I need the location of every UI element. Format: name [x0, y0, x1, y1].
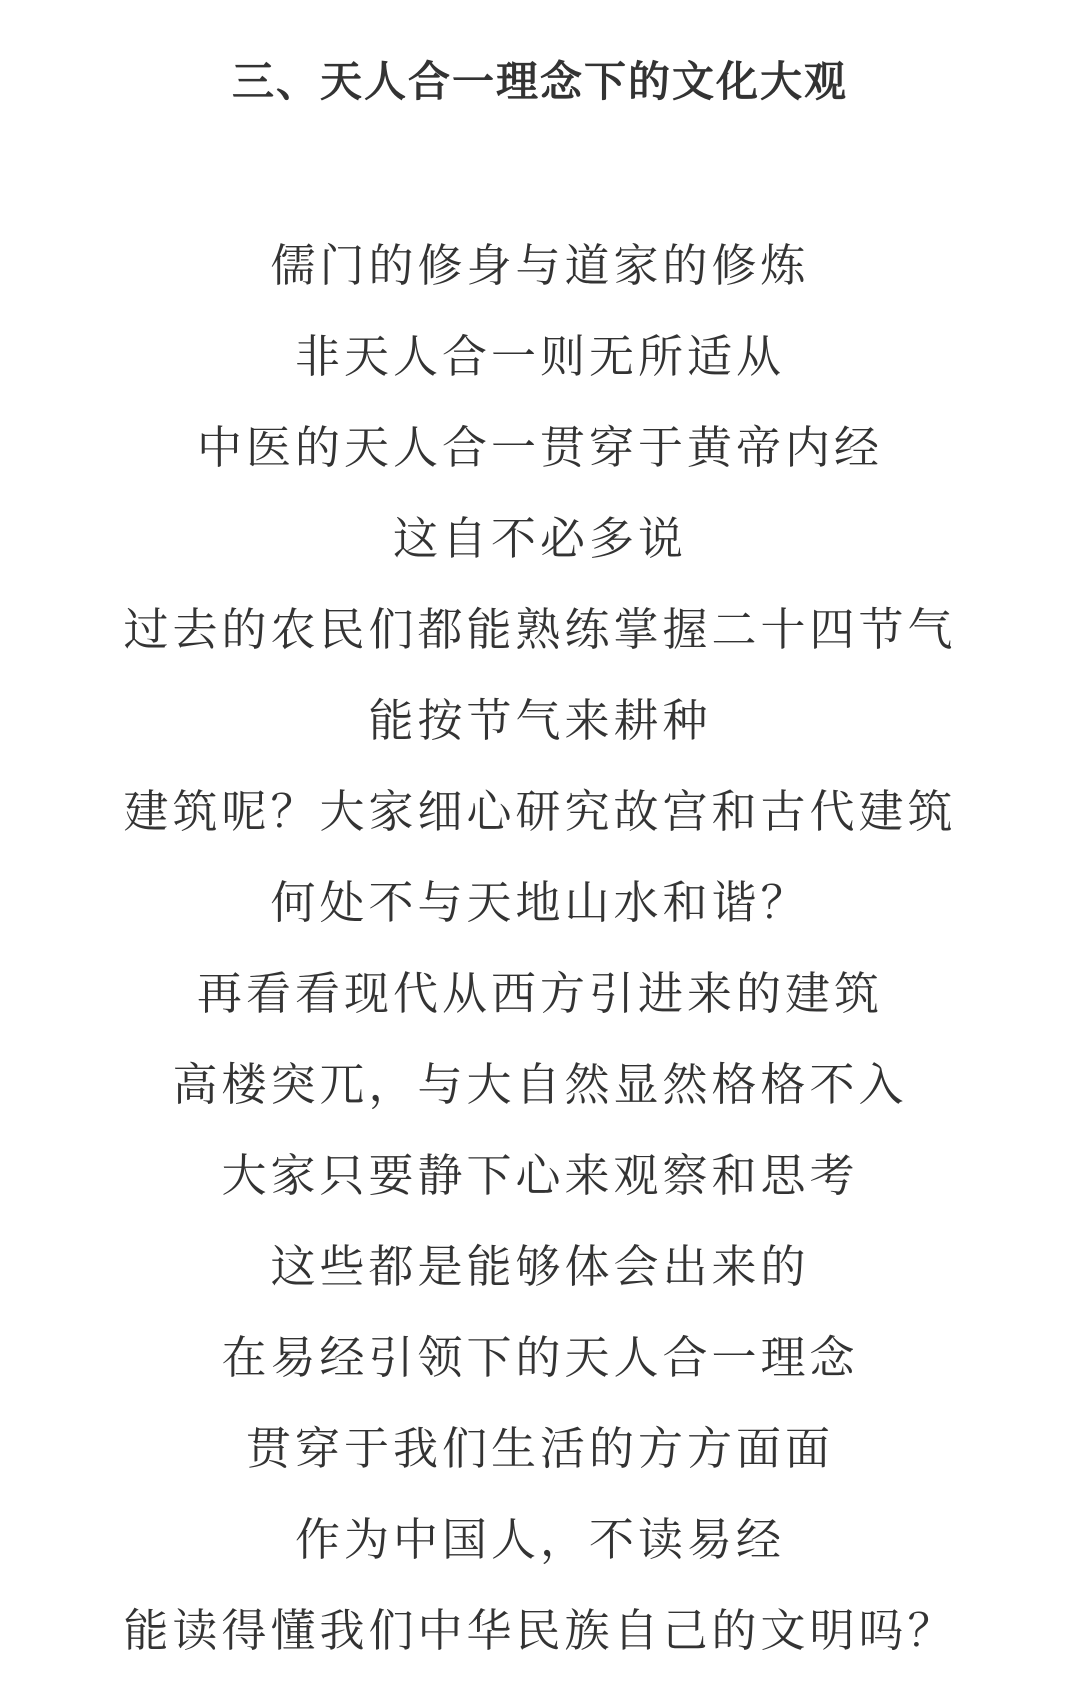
text-line: 这些都是能够体会出来的 — [270, 1241, 810, 1292]
text-line: 作为中国人，不读易经 — [294, 1514, 785, 1565]
text-line: 何处不与天地山水和谐？ — [270, 877, 810, 928]
text-line: 建筑呢？大家细心研究故宫和古代建筑 — [123, 786, 957, 837]
text-line: 儒门的修身与道家的修炼 — [270, 240, 810, 291]
text-line: 再看看现代从西方引进来的建筑 — [196, 968, 883, 1019]
text-line: 高楼突兀，与大自然显然格格不入 — [172, 1059, 908, 1110]
text-line: 中医的天人合一贯穿于黄帝内经 — [196, 422, 883, 473]
text-line: 在易经引领下的天人合一理念 — [221, 1332, 859, 1383]
text-line: 能读得懂我们中华民族自己的文明吗？ — [123, 1605, 957, 1656]
text-line: 过去的农民们都能熟练掌握二十四节气 — [123, 604, 957, 655]
text-line: 贯穿于我们生活的方方面面 — [245, 1423, 834, 1474]
text-line: 大家只要静下心来观察和思考 — [221, 1150, 859, 1201]
page-title: 三、天人合一理念下的文化大观 — [231, 58, 848, 105]
text-line: 这自不必多说 — [392, 513, 687, 564]
text-line: 非天人合一则无所适从 — [294, 331, 785, 382]
text-line: 能按节气来耕种 — [368, 695, 712, 746]
article-body — [0, 220, 1080, 1676]
